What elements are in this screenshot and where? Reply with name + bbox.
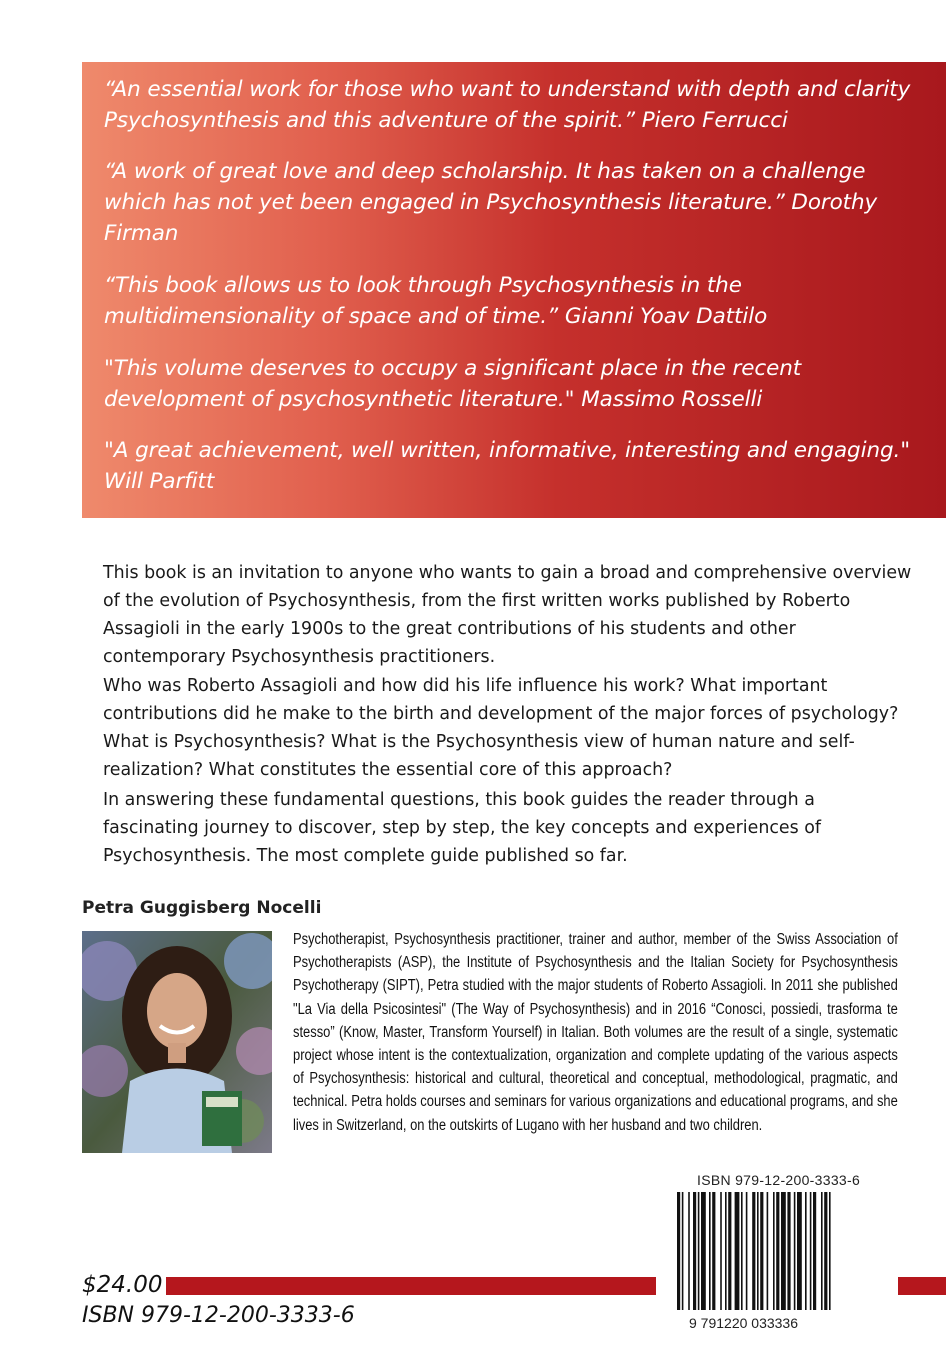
barcode-bar	[698, 1192, 700, 1310]
barcode-bar	[781, 1192, 786, 1310]
barcode-bar	[712, 1192, 715, 1310]
barcode-bar	[810, 1192, 812, 1310]
barcode-digits: 9 791220 033336	[689, 1315, 798, 1331]
review-quote-ferrucci: “An essential work for those who want to understand with depth and clarity Psychosynthesis and this adventure of the spirit.” Piero Ferrucci	[104, 77, 911, 133]
barcode-bar	[682, 1192, 684, 1310]
barcode-bar	[709, 1192, 711, 1310]
barcode	[673, 1192, 873, 1332]
review-quote-dattilo: “This book allows us to look through Psychosynthesis in the multidimensionality of space and of time.” Gianni Yoav Dattilo	[104, 273, 768, 329]
review-quote-firman: “A work of great love and deep scholarship. It has taken on a challenge which has not yet been engaged in Psychosynthesis literature.” Dorothy Firman	[104, 159, 878, 246]
barcode-bar	[725, 1192, 727, 1310]
barcode-bar	[688, 1192, 690, 1310]
author-photo	[82, 931, 272, 1153]
barcode-bar	[746, 1192, 748, 1310]
barcode-bar	[693, 1192, 696, 1310]
barcode-bar	[797, 1192, 802, 1310]
barcode-bar	[813, 1192, 816, 1310]
barcode-bar	[824, 1192, 827, 1310]
barcode-bar	[752, 1192, 755, 1310]
barcode-bar	[776, 1192, 779, 1310]
barcode-bar	[794, 1192, 796, 1310]
reviews-panel	[82, 62, 946, 518]
barcode-bar	[773, 1192, 775, 1310]
description-paragraph-1: This book is an invitation to anyone who wants to gain a broad and comprehensive overview of the evolution of Psychosynthesis, from the first written works published by Roberto Assagioli in the early 1900s to the great contributions of his students and other contemporary Psychosynthesis practitioners.	[103, 563, 912, 667]
barcode-bar	[829, 1192, 831, 1310]
description-paragraph-2: Who was Roberto Assagioli and how did his life influence his work? What important contributions did he make to the birth and development of the major forces of psychology? What is Psychosynthesis? What is the Psychosynthesis view of human nature and self-realization? What constitutes the essential core of this approach?	[103, 676, 899, 780]
author-bio: Psychotherapist, Psychosynthesis practitioner, trainer and author, member of the Swiss Association of Psychotherapists (ASP), the Institute of Psychosynthesis and the Italian Society for Psychosynthesis Psychotherapy (SIPT), Petra studied with the major students of Roberto Assagioli. In 2011 she published "La Via della Psicosintesi" (The Way of Psychosynthesis) and in 2016 “Conosci, possiedi, trasforma te stesso” (Know, Master, Transform Yourself) in Italian. Both volumes are the result of a single, systematic project whose intent is the contextualization, organization and complete updating of the various aspects of Psychosynthesis: historical and cultural, theoretical and conceptual, methodological, pragmatic, and technical. Petra holds courses and seminars for various organizations and educational programs, and she lives in Switzerland, on the outskirts of Lugano with her husband and two children.	[293, 931, 898, 1134]
review-quote-parfitt: "A great achievement, well written, informative, interesting and engaging." Will Parfitt	[104, 438, 911, 494]
barcode-isbn-label: ISBN 979-12-200-3333-6	[697, 1172, 861, 1188]
barcode-bar	[728, 1192, 731, 1310]
review-quote-rosselli: "This volume deserves to occupy a significant place in the recent development of psychosynthetic literature." Massimo Rosselli	[104, 356, 802, 412]
barcode-bar	[741, 1192, 743, 1310]
barcode-bar	[767, 1192, 769, 1310]
price-rule-left	[166, 1277, 656, 1295]
barcode-bar	[701, 1192, 706, 1310]
barcode-bar	[760, 1192, 763, 1310]
author-name: Petra Guggisberg Nocelli	[82, 898, 322, 918]
barcode-bar	[787, 1192, 790, 1310]
barcode-bar	[735, 1192, 740, 1310]
barcode-bar	[720, 1192, 722, 1310]
barcode-bar	[757, 1192, 759, 1310]
footer-isbn: ISBN 979-12-200-3333-6	[82, 1303, 355, 1328]
price-rule-right	[898, 1277, 946, 1295]
barcode-bar	[677, 1192, 680, 1310]
barcode-bar	[805, 1192, 807, 1310]
barcode-bar	[821, 1192, 823, 1310]
price: $24.00	[82, 1272, 163, 1298]
description-paragraph-3: In answering these fundamental questions, this book guides the reader through a fascinating journey to discover, step by step, the key concepts and experiences of Psychosynthesis. The most complete guide published so far.	[103, 790, 821, 866]
